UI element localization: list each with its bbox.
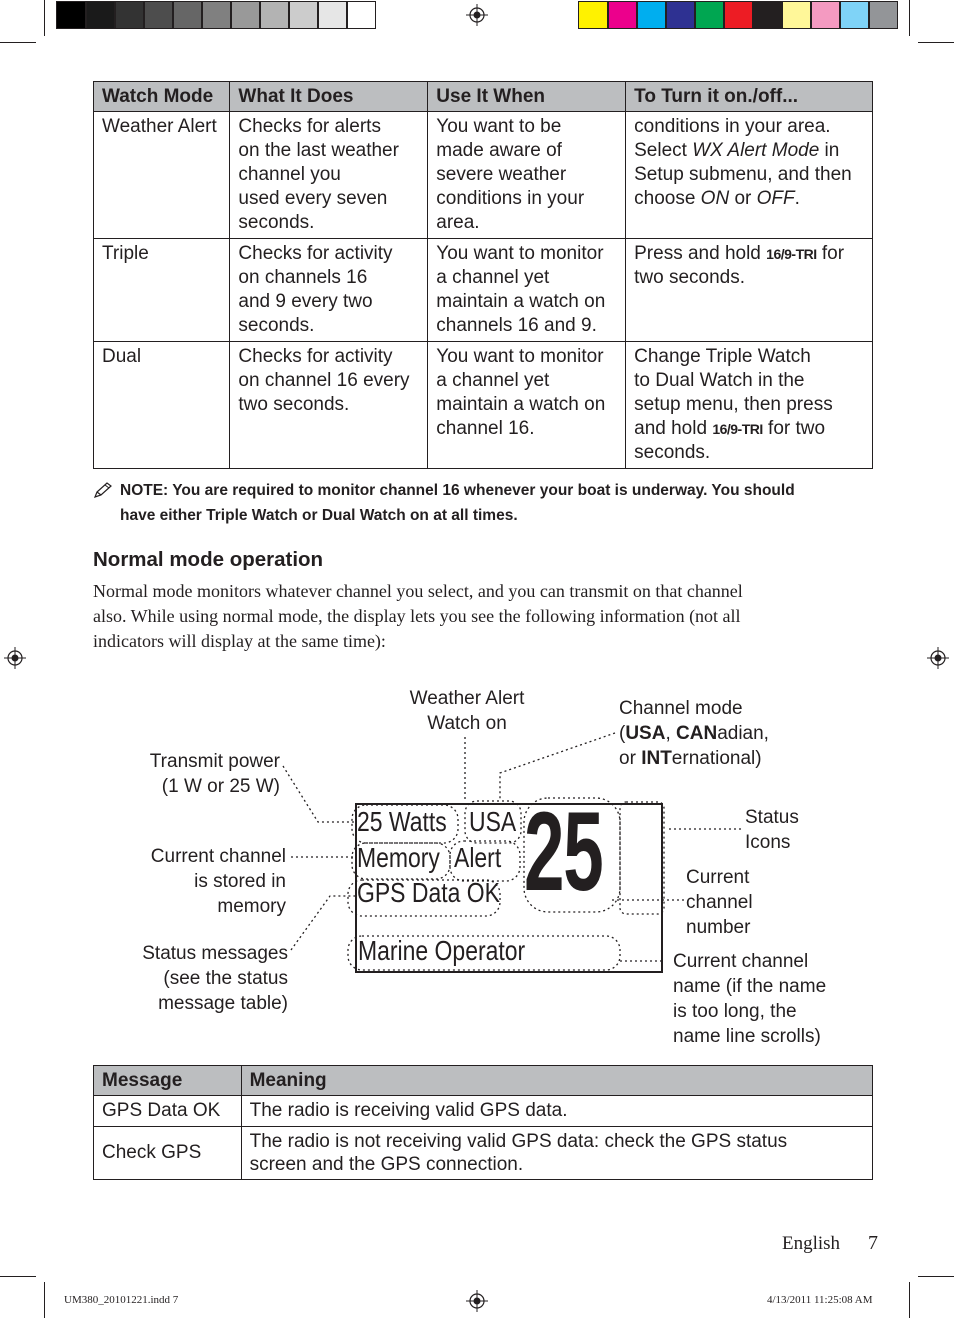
column-header: Meaning <box>241 1066 872 1096</box>
when-cell: You want to be made aware of severe weather conditions in your area. <box>428 112 626 239</box>
weather-alert-label: Weather Alert Watch on <box>409 688 525 734</box>
turn-cell: Press and hold 16/9-TRI for two seconds. <box>626 239 873 342</box>
does-cell: Checks for activity on channel 16 every two seconds. <box>230 342 428 469</box>
channel-mode-label: Channel mode (USA, CANadian, or INTernational) <box>619 698 769 769</box>
column-header: What It Does <box>230 82 428 112</box>
turn-cell: conditions in your area. Select WX Alert Mode in Setup submenu, and then choose ON or OFF. <box>626 112 873 239</box>
status-messages-label: Status messages (see the status message table) <box>142 943 288 1014</box>
column-header: Use It When <box>428 82 626 112</box>
leader-line <box>283 766 357 822</box>
mode-cell: Dual <box>94 342 230 469</box>
column-header: To Turn it on./off... <box>626 82 873 112</box>
table-row <box>94 1127 873 1180</box>
lcd-memory: Memory <box>357 842 440 873</box>
page-language: English <box>782 1233 841 1254</box>
key-label: 16/9-TRI <box>766 246 817 262</box>
lcd-watts: 25 Watts <box>357 806 447 837</box>
when-cell: You want to monitor a channel yet maintain a watch on channels 16 and 9. <box>428 239 626 342</box>
does-cell: Checks for activity on channels 16 and 9 every two seconds. <box>230 239 428 342</box>
mode-cell: Weather Alert <box>94 112 230 239</box>
turn-cell: Change Triple Watch to Dual Watch in the setup menu, then press and hold 16/9-TRI for two seconds. <box>626 342 873 469</box>
column-header: Message <box>94 1066 242 1096</box>
meaning-cell: The radio is receiving valid GPS data. <box>241 1096 872 1127</box>
leader-line <box>291 896 357 950</box>
section-body: Normal mode monitors whatever channel you select, and you can transmit on that channel also. While using normal mode, the display lets you see the following information (not all indicators will display at the same time): <box>93 581 743 651</box>
message-cell: Check GPS <box>94 1127 242 1180</box>
channel-name-label: Current channel name (if the name is too long, the name line scrolls) <box>673 951 827 1047</box>
status-icons-label: Status Icons <box>745 807 799 853</box>
mode-cell: Triple <box>94 239 230 342</box>
slug-filename: UM380_20101221.indd 7 <box>64 1294 179 1306</box>
slug-date: 4/13/2011 11:25:08 AM <box>767 1294 873 1306</box>
meaning-cell: The radio is not receiving valid GPS data: check the GPS status screen and the GPS connection. <box>241 1127 872 1180</box>
transmit-power-label: Transmit power (1 W or 25 W) <box>149 751 280 797</box>
note-text: have either Triple Watch or Dual Watch on at all times. <box>120 507 518 524</box>
channel-number-label: Current channel number <box>686 867 753 938</box>
does-cell: Checks for alerts on the last weather channel you used every seven seconds. <box>230 112 428 239</box>
lcd-channel-number: 25 <box>524 789 603 914</box>
when-cell: You want to monitor a channel yet maintain a watch on channel 16. <box>428 342 626 469</box>
section-heading: Normal mode operation <box>93 548 324 571</box>
memory-label: Current channel is stored in memory <box>150 846 286 917</box>
page-number: 7 <box>868 1232 878 1254</box>
column-header: Watch Mode <box>94 82 230 112</box>
status-message-table <box>93 1065 873 1180</box>
key-label: 16/9-TRI <box>712 421 763 437</box>
note-text: NOTE: You are required to monitor channel 16 whenever your boat is underway. You should <box>120 482 795 499</box>
table-row <box>94 1096 873 1127</box>
lcd-region: USA <box>469 806 517 837</box>
message-cell: GPS Data OK <box>94 1096 242 1127</box>
lcd-channel-name: Marine Operator <box>358 935 526 966</box>
table-header-row <box>94 1066 873 1096</box>
lcd-gps: GPS Data OK <box>357 877 500 908</box>
lcd-alert: Alert <box>454 842 502 873</box>
